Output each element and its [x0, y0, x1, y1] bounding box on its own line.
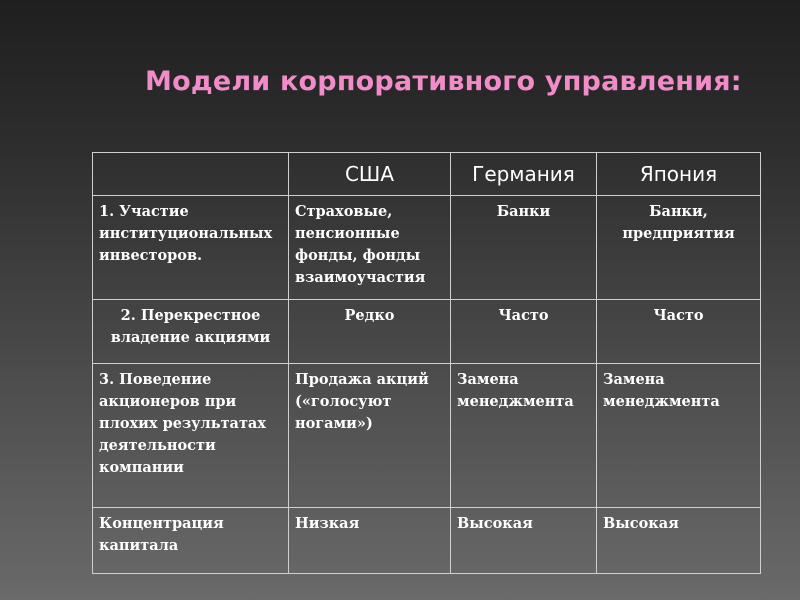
- usa-cell: Редко: [289, 300, 451, 364]
- table-row: [93, 300, 761, 364]
- table-row: [93, 196, 761, 300]
- header-cell-usa: США: [289, 153, 451, 196]
- table-row: [93, 508, 761, 574]
- row-label-cell: 3. Поведение акционеров при плохих результатах деятельности компании: [93, 364, 289, 508]
- japan-cell: Высокая: [597, 508, 761, 574]
- row-label-cell: 1. Участие институциональных инвесторов.: [93, 196, 289, 300]
- header-cell-empty: [93, 153, 289, 196]
- corporate-governance-table: [92, 152, 761, 574]
- germany-cell: Замена менеджмента: [451, 364, 597, 508]
- usa-cell: Продажа акций («голосуют ногами»): [289, 364, 451, 508]
- japan-cell: Замена менеджмента: [597, 364, 761, 508]
- header-row: [93, 153, 761, 196]
- slide-title: Модели корпоративного управления:: [145, 66, 742, 97]
- japan-cell: Часто: [597, 300, 761, 364]
- germany-cell: Банки: [451, 196, 597, 300]
- row-label-cell: Концентрация капитала: [93, 508, 289, 574]
- header-cell-germany: Германия: [451, 153, 597, 196]
- usa-cell: Низкая: [289, 508, 451, 574]
- usa-cell: Страховые, пенсионные фонды, фонды взаимоучастия: [289, 196, 451, 300]
- row-label-cell: 2. Перекрестное владение акциями: [93, 300, 289, 364]
- germany-cell: Высокая: [451, 508, 597, 574]
- japan-cell: Банки, предприятия: [597, 196, 761, 300]
- header-cell-japan: Япония: [597, 153, 761, 196]
- table-row: [93, 364, 761, 508]
- germany-cell: Часто: [451, 300, 597, 364]
